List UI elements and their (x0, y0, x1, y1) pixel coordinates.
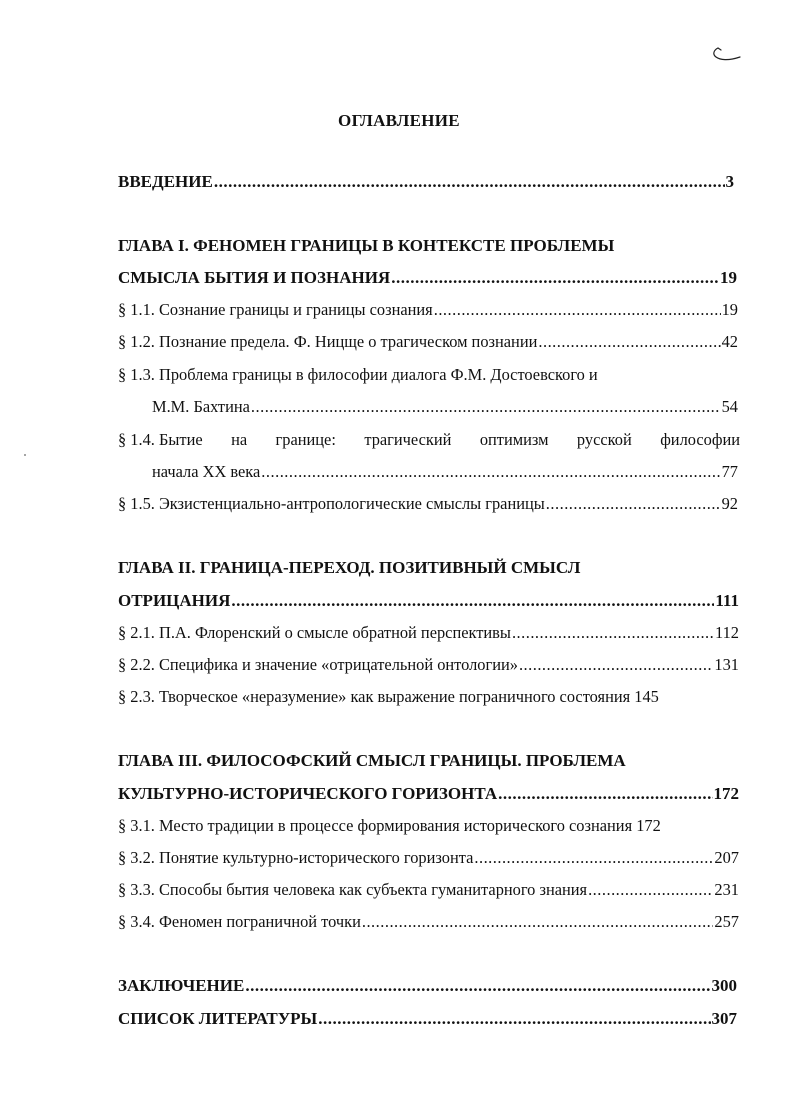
chapter-heading: ГЛАВА II. ГРАНИЦА-ПЕРЕХОД. ПОЗИТИВНЫЙ СМЫСЛ (118, 558, 581, 577)
leader-dots (512, 623, 714, 643)
toc-entry-section (118, 880, 739, 900)
toc-entry-label: § 2.2. Специфика и значение «отрицательной онтологии» (118, 655, 518, 674)
toc-entry-chapter2 (118, 591, 739, 611)
toc-word: русской (576, 430, 632, 449)
toc-entry-page: 3 (725, 172, 734, 191)
toc-entry-section (152, 462, 738, 482)
leader-dots (362, 912, 714, 932)
toc-word: § 1.4. Бытие (118, 430, 203, 449)
toc-entry-section (118, 332, 738, 352)
toc-entry-section: § 3.1. Место традиции в процессе формирования исторического сознания 172 (118, 816, 661, 835)
toc-entry-section (118, 655, 739, 675)
toc-entry-introduction (118, 172, 734, 192)
toc-entry-page: 19 (721, 300, 738, 319)
toc-entry-section-line1 (118, 430, 740, 450)
toc-entry-section (152, 397, 738, 417)
handwritten-mark-icon (704, 44, 744, 68)
toc-entry-section: § 2.3. Творческое «неразумение» как выражение пограничного состояния 145 (118, 687, 659, 706)
toc-word: оптимизм (479, 430, 549, 449)
toc-entry-page: 207 (714, 848, 739, 867)
toc-entry-page: 54 (721, 397, 738, 416)
toc-entry-label: М.М. Бахтина (152, 397, 250, 416)
scan-speck (24, 454, 26, 456)
toc-entry-label: ЗАКЛЮЧЕНИЕ (118, 976, 245, 995)
toc-entry-page: 42 (721, 332, 738, 351)
toc-entry-label: СПИСОК ЛИТЕРАТУРЫ (118, 1009, 318, 1028)
toc-entry-section-line1: § 1.3. Проблема границы в философии диалога Ф.М. Достоевского и (118, 365, 598, 384)
toc-entry-label: СМЫСЛА БЫТИЯ И ПОЗНАНИЯ (118, 268, 391, 287)
toc-entry-label: ОТРИЦАНИЯ (118, 591, 231, 610)
toc-entry-label: ВВЕДЕНИЕ (118, 172, 213, 191)
toc-word: на (231, 430, 248, 449)
toc-entry-page: 131 (714, 655, 739, 674)
toc-entry-label: начала XX века (152, 462, 261, 481)
page-title: ОГЛАВЛЕНИЕ (338, 111, 460, 130)
toc-entry-page: 172 (713, 784, 739, 803)
toc-word: границе: (275, 430, 336, 449)
toc-entry-chapter3 (118, 784, 739, 804)
toc-entry-page: 307 (711, 1009, 737, 1028)
toc-entry-page: 77 (721, 462, 738, 481)
toc-word: трагический (364, 430, 452, 449)
toc-entry-label: § 1.2. Познание предела. Ф. Ницще о трагическом познании (118, 332, 538, 351)
toc-entry-section (118, 623, 739, 643)
toc-entry-label: § 3.2. Понятие культурно-исторического горизонта (118, 848, 474, 867)
leader-dots (231, 591, 714, 611)
toc-entry-page: 300 (711, 976, 737, 995)
leader-dots (498, 784, 712, 804)
toc-entry-page: 19 (720, 268, 737, 287)
leader-dots (434, 300, 721, 320)
toc-entry-section (118, 848, 739, 868)
leader-dots (519, 655, 713, 675)
toc-entry-label: § 3.3. Способы бытия человека как субъекта гуманитарного знания (118, 880, 588, 899)
toc-entry-bibliography (118, 1009, 737, 1029)
toc-entry-label: § 2.1. П.А. Флоренский о смысле обратной перспективы (118, 623, 511, 642)
toc-entry-label: § 1.5. Экзистенциально-антропологические смыслы границы (118, 494, 545, 513)
toc-word: философии (660, 430, 740, 449)
toc-entry-label: § 1.1. Сознание границы и границы сознания (118, 300, 433, 319)
toc-entry-section (118, 912, 739, 932)
leader-dots (546, 494, 721, 514)
chapter-heading: ГЛАВА III. ФИЛОСОФСКИЙ СМЫСЛ ГРАНИЦЫ. ПРОБЛЕМА (118, 751, 626, 770)
leader-dots (214, 172, 725, 192)
leader-dots (588, 880, 713, 900)
leader-dots (245, 976, 710, 996)
toc-entry-section (118, 494, 738, 514)
toc-entry-conclusion (118, 976, 737, 996)
toc-entry-page: 111 (715, 591, 739, 610)
leader-dots (318, 1009, 710, 1029)
toc-entry-page: 257 (714, 912, 739, 931)
toc-entry-page: 92 (721, 494, 738, 513)
toc-entry-page: 112 (715, 623, 739, 642)
leader-dots (251, 397, 721, 417)
leader-dots (391, 268, 719, 288)
leader-dots (474, 848, 713, 868)
toc-entry-chapter1 (118, 268, 737, 288)
toc-entry-section (118, 300, 738, 320)
toc-entry-label: § 3.4. Феномен пограничной точки (118, 912, 361, 931)
chapter-heading: ГЛАВА I. ФЕНОМЕН ГРАНИЦЫ В КОНТЕКСТЕ ПРОБЛЕМЫ (118, 236, 615, 255)
toc-entry-label: КУЛЬТУРНО-ИСТОРИЧЕСКОГО ГОРИЗОНТА (118, 784, 498, 803)
leader-dots (261, 462, 720, 482)
toc-entry-page: 231 (714, 880, 739, 899)
leader-dots (538, 332, 720, 352)
